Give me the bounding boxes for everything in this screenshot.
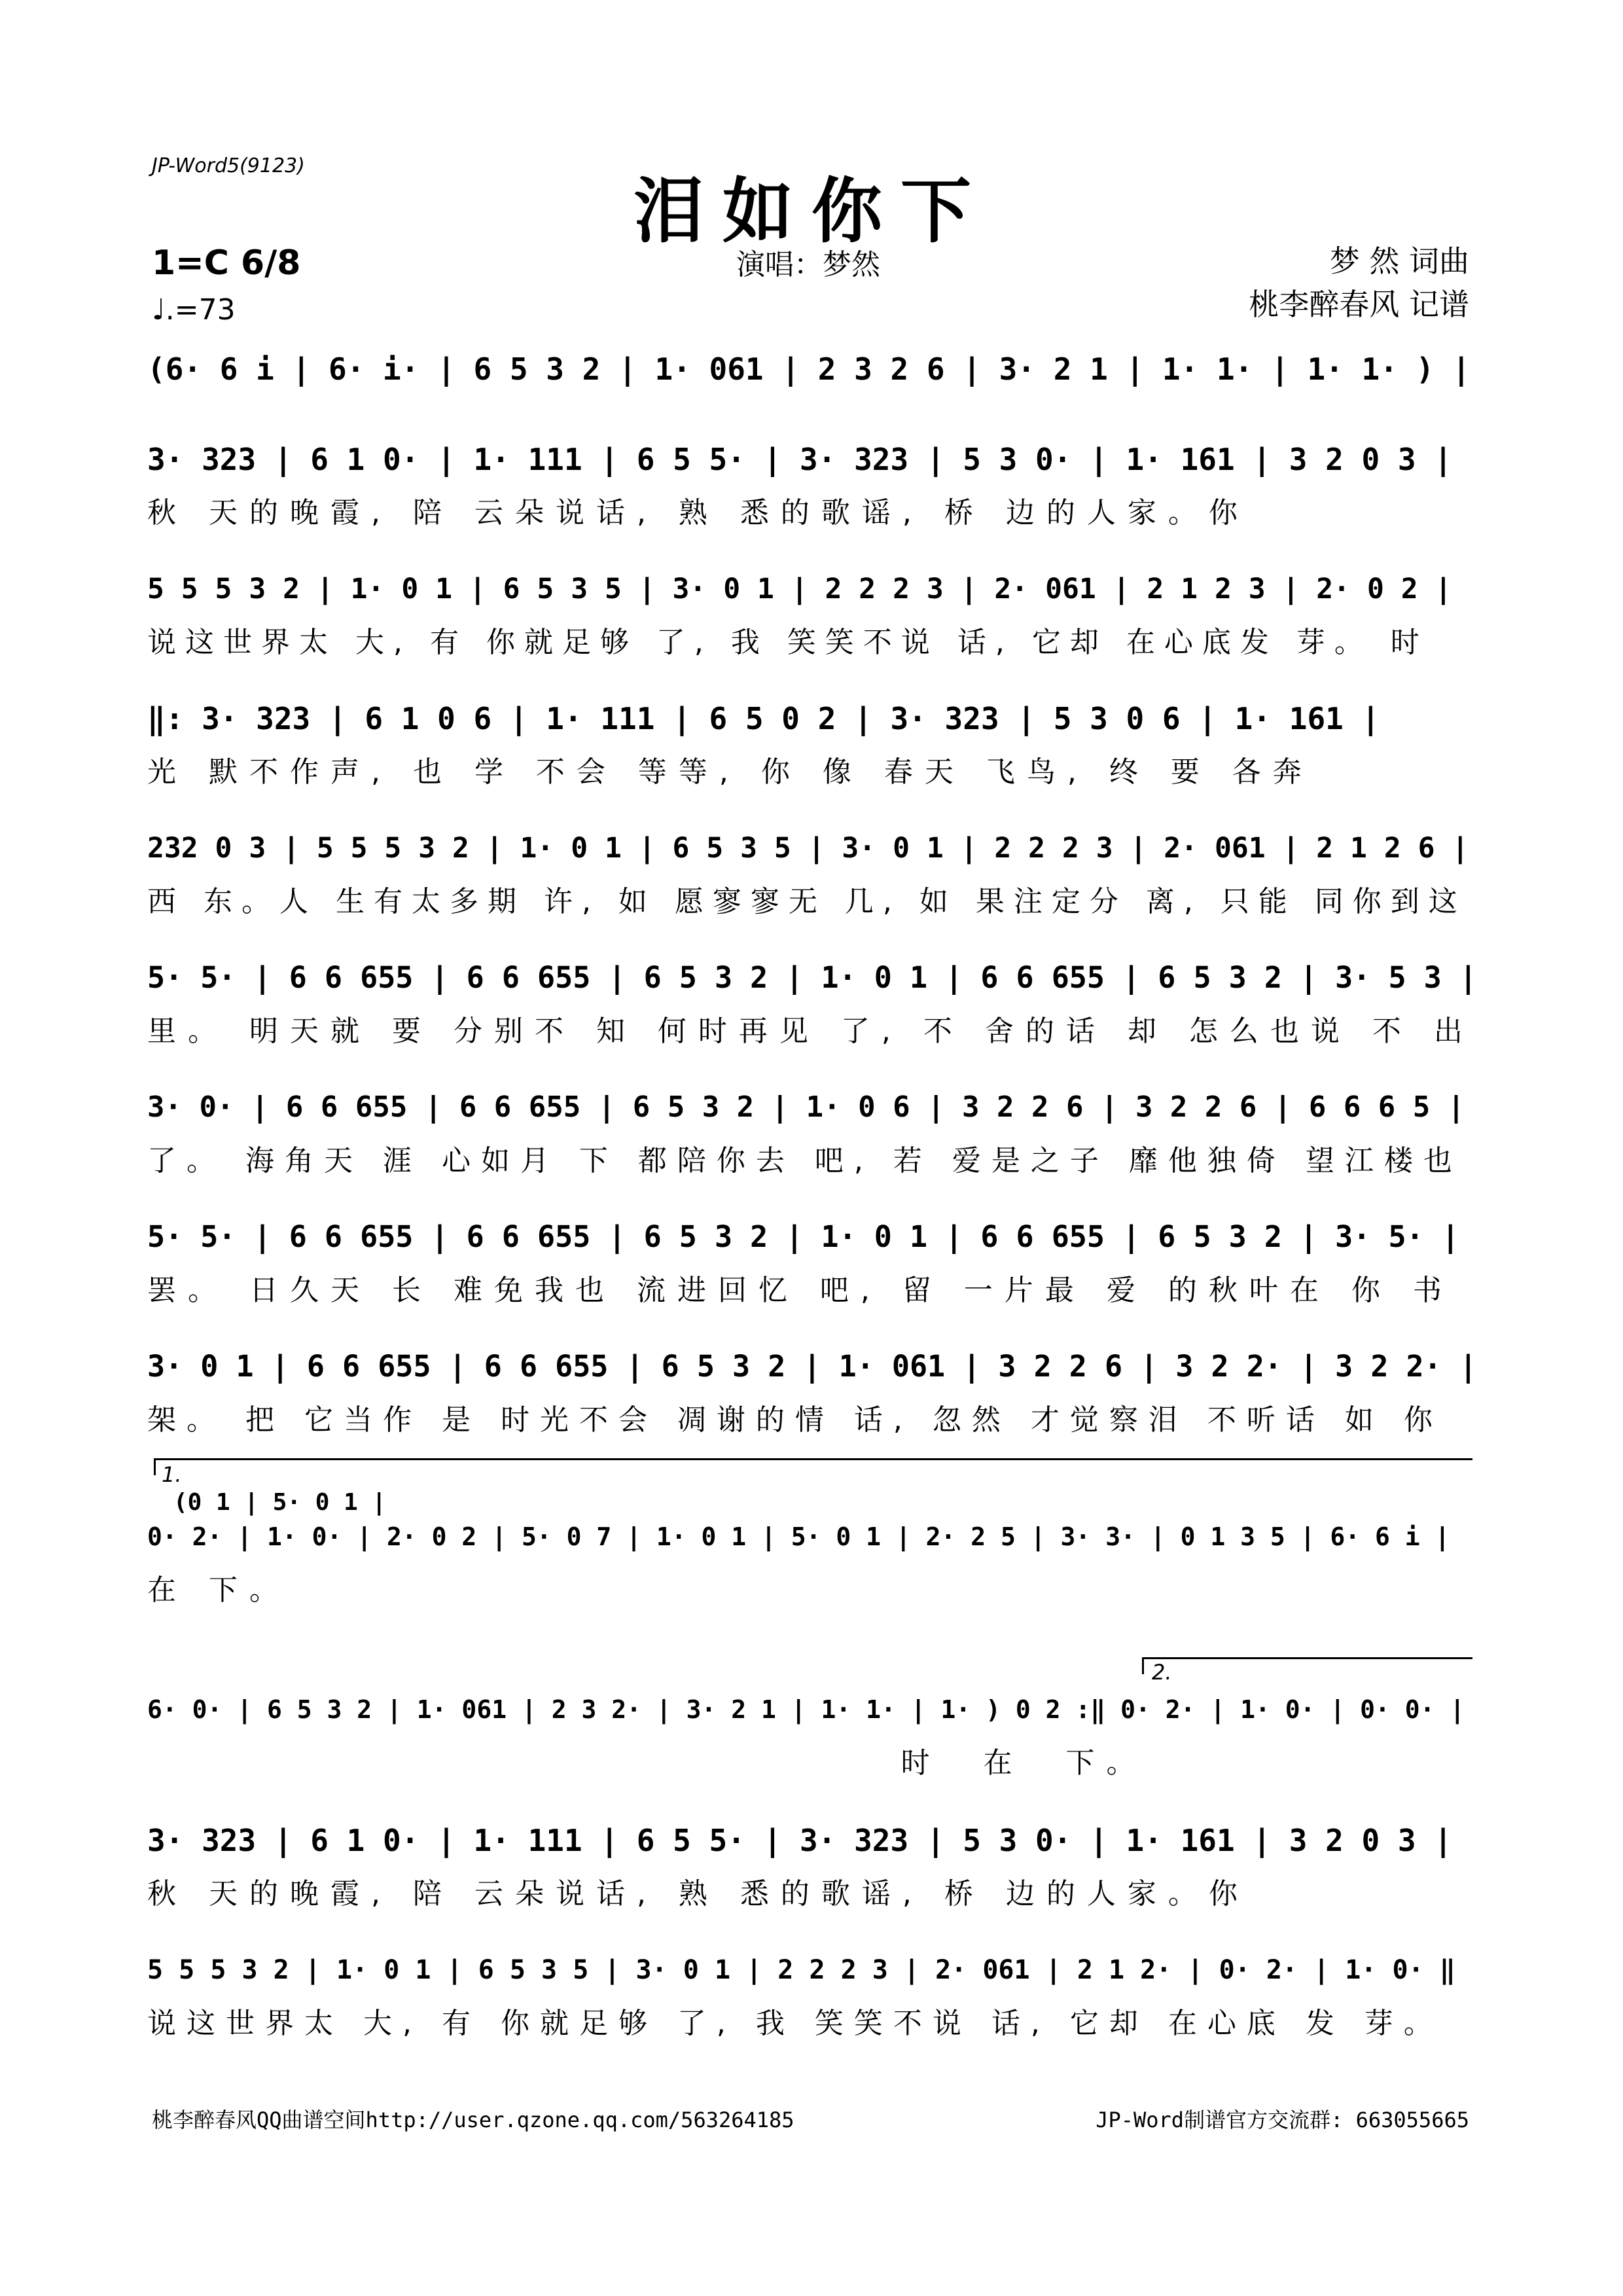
volta-label: 1. bbox=[162, 1462, 182, 1487]
song-title: 泪如你下 bbox=[633, 170, 990, 253]
notation-line: 5 5 5 3 2 | 1· 0 1 | 6 5 3 5 | 3· 0 1 | 2 2 2 3 | 2· 061 | 2 1 2· | 0· 2· | 1· 0· ‖ bbox=[147, 1955, 1455, 1985]
volta-bracket bbox=[154, 1458, 1472, 1460]
notation-line: 6· 0· | 6 5 3 2 | 1· 061 | 2 3 2· | 3· 2 1 | 1· 1· | 1· ) 0 2 :‖ 0· 2· | 1· 0· | 0· 0· | bbox=[147, 1695, 1465, 1724]
footer-right: JP-Word制谱官方交流群: 663055665 bbox=[1096, 2108, 1469, 2132]
notation-line: 0· 2· | 1· 0· | 2· 0 2 | 5· 0 7 | 1· 0 1 | 5· 0 1 | 2· 2 5 | 3· 3· | 0 1 3 5 | 6· 6 i | bbox=[147, 1522, 1450, 1551]
volta-label: 2. bbox=[1152, 1660, 1172, 1685]
lyrics-line: 里。 明天就 要 分别不 知 何时再见 了, 不 舍的话 却 怎么也说 不 出 bbox=[147, 1014, 1474, 1048]
lyrics-line: 说这世界太 大, 有 你就足够 了, 我 笑笑不说 话, 它却 在心底 发 芽。 bbox=[147, 2007, 1443, 2040]
notation-line: 3· 323 | 6 1 0· | 1· 111 | 6 5 5· | 3· 323 | 5 3 0· | 1· 161 | 3 2 0 3 | bbox=[147, 442, 1452, 477]
performer: 演唱：梦然 bbox=[736, 248, 880, 281]
lyrics-line: 架。 把 它当作 是 时光不会 凋谢的情 话, 忽然 才觉察泪 不听话 如 你 bbox=[147, 1403, 1443, 1437]
tempo-marking: ♩.=73 bbox=[152, 293, 236, 327]
lyrics-line: 光 默不作声, 也 学 不会 等等, 你 像 春天 飞鸟, 终 要 各奔 bbox=[147, 755, 1313, 789]
notation-line: (6· 6 i | 6· i· | 6 5 3 2 | 1· 061 | 2 3 2 6 | 3· 2 1 | 1· 1· | 1· 1· ) | bbox=[147, 351, 1471, 387]
footer-left: 桃李醉春风QQ曲谱空间http://user.qzone.qq.com/563264185 bbox=[152, 2108, 794, 2132]
credit-lyrics-music: 梦 然 词曲 bbox=[1329, 243, 1469, 279]
lyrics-line: 说这世界太 大, 有 你就足够 了, 我 笑笑不说 话, 它却 在心底发 芽。 时 bbox=[147, 626, 1429, 659]
notation-line: 232 0 3 | 5 5 5 3 2 | 1· 0 1 | 6 5 3 5 | 3· 0 1 | 2 2 2 3 | 2· 061 | 2 1 2 6 | bbox=[147, 832, 1469, 865]
volta-bracket-tick bbox=[1142, 1657, 1144, 1674]
credits bbox=[1249, 240, 1469, 326]
notation-line: ‖: 3· 323 | 6 1 0 6 | 1· 111 | 6 5 0 2 | 3· 323 | 5 3 0 6 | 1· 161 | bbox=[147, 701, 1380, 736]
notation-line: 5· 5· | 6 6 655 | 6 6 655 | 6 5 3 2 | 1· 0 1 | 6 6 655 | 6 5 3 2 | 3· 5· | bbox=[147, 1219, 1459, 1254]
lyrics-line: 了。 海角天 涯 心如月 下 都陪你去 吧, 若 爱是之子 靡他独倚 望江楼也 bbox=[147, 1144, 1463, 1177]
lyrics-line: 西 东。人 生有太多期 许, 如 愿寥寥无 几, 如 果注定分 离, 只能 同你到这 bbox=[147, 885, 1467, 918]
lyrics-line: 在 下。 bbox=[147, 1573, 290, 1607]
key-signature: 1=C 6/8 bbox=[152, 243, 301, 283]
lyrics-line: 秋 天的晚霞, 陪 云朵说话, 熟 悉的歌谣, 桥 边的人家。你 bbox=[147, 496, 1249, 529]
volta-bracket bbox=[1142, 1657, 1472, 1659]
notation-line: 3· 323 | 6 1 0· | 1· 111 | 6 5 5· | 3· 323 | 5 3 0· | 1· 161 | 3 2 0 3 | bbox=[147, 1823, 1452, 1858]
lyrics-line: 罢。 日久天 长 难免我也 流进回忆 吧, 留 一片最 爱 的秋叶在 你 书 bbox=[147, 1274, 1454, 1307]
notation-line: 3· 0· | 6 6 655 | 6 6 655 | 6 5 3 2 | 1· 0 6 | 3 2 2 6 | 3 2 2 6 | 6 6 6 5 | bbox=[147, 1090, 1465, 1124]
notation-line: 5· 5· | 6 6 655 | 6 6 655 | 6 5 3 2 | 1· 0 1 | 6 6 655 | 6 5 3 2 | 3· 5 3 | bbox=[147, 960, 1477, 995]
notation-line: 3· 0 1 | 6 6 655 | 6 6 655 | 6 5 3 2 | 1· 061 | 3 2 2 6 | 3 2 2· | 3 2 2· | bbox=[147, 1349, 1477, 1384]
cue-notes: (0 1 | 5· 0 1 | bbox=[173, 1489, 387, 1516]
volta-bracket-tick bbox=[154, 1458, 156, 1475]
lyrics-line: 时 在 下。 bbox=[147, 1746, 1147, 1780]
credit-transcriber: 桃李醉春风 记谱 bbox=[1249, 287, 1469, 322]
notation-line: 5 5 5 3 2 | 1· 0 1 | 6 5 3 5 | 3· 0 1 | 2 2 2 3 | 2· 061 | 2 1 2 3 | 2· 0 2 | bbox=[147, 573, 1452, 605]
lyrics-line: 秋 天的晚霞, 陪 云朵说话, 熟 悉的歌谣, 桥 边的人家。你 bbox=[147, 1877, 1249, 1910]
software-label: JP-Word5(9123) bbox=[152, 154, 305, 177]
